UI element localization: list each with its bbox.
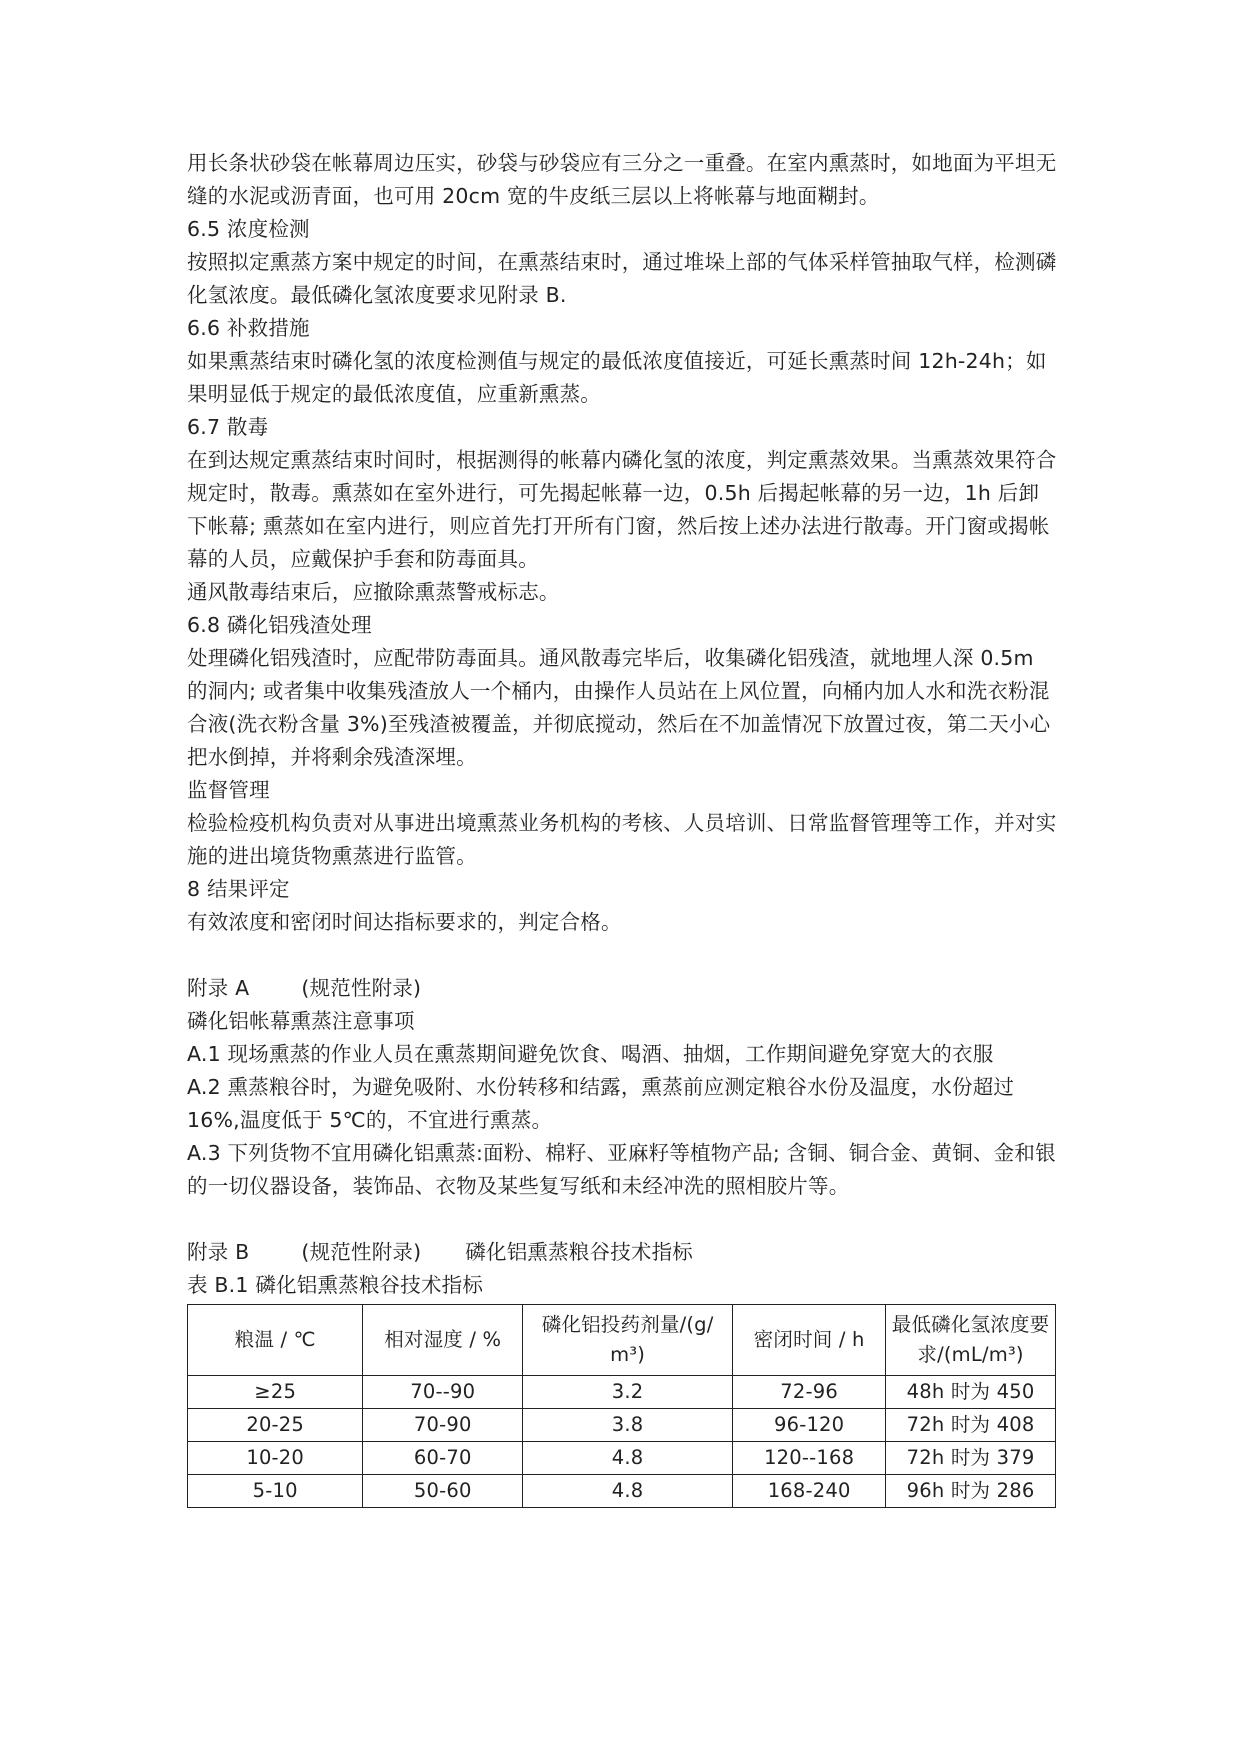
table-cell: 3.8 <box>523 1409 733 1442</box>
table-cell: 72h 时为 408 <box>886 1409 1056 1442</box>
table-cell: 120--168 <box>733 1442 886 1475</box>
header-grain-temp: 粮温 / ℃ <box>188 1305 363 1376</box>
spacer <box>187 939 1057 972</box>
annex-a-type: (规范性附录) <box>301 976 422 1000</box>
table-row <box>188 1409 1056 1442</box>
table-cell: 48h 时为 450 <box>886 1376 1056 1409</box>
table-cell: 4.8 <box>523 1442 733 1475</box>
table-header-row <box>188 1305 1056 1376</box>
table-cell: 4.8 <box>523 1475 733 1508</box>
heading-6-5: 6.5 浓度检测 <box>187 217 310 241</box>
annex-a-heading <box>187 972 1057 1005</box>
table-cell: 50-60 <box>363 1475 523 1508</box>
paragraph-supervision: 检验检疫机构负责对从事进出境熏蒸业务机构的考核、人员培训、日常监督管理等工作，并对实施的进出境货物熏蒸进行监管。 <box>187 811 1057 868</box>
table-cell: ≥25 <box>188 1376 363 1409</box>
header-dosage: 磷化铝投药剂量/(g/ m³) <box>523 1305 733 1376</box>
heading-6-8: 6.8 磷化铝残渣处理 <box>187 613 372 637</box>
annex-a-label: 附录 A <box>187 976 250 1000</box>
table-cell: 20-25 <box>188 1409 363 1442</box>
table-cell: 96-120 <box>733 1409 886 1442</box>
paragraph-ventilation: 在到达规定熏蒸结束时间时，根据测得的帐幕内磷化氢的浓度，判定熏蒸效果。当熏蒸效果符合规定时，散毒。熏蒸如在室外进行，可先揭起帐幕一边，0.5h 后揭起帐幕的另一边，1h 后卸下帐幕; 熏蒸如在室内进行，则应首先打开所有门窗，然后按上述办法进行散毒。开门窗或揭帐幕的人员，应戴保护手套和防毒面具。 <box>187 448 1057 571</box>
table-cell: 60-70 <box>363 1442 523 1475</box>
annex-a-title: 磷化铝帐幕熏蒸注意事项 <box>187 1009 415 1033</box>
document-page <box>187 147 1057 1508</box>
table-cell: 70-90 <box>363 1409 523 1442</box>
heading-supervision: 监督管理 <box>187 778 270 802</box>
table-cell: 5-10 <box>188 1475 363 1508</box>
table-cell: 10-20 <box>188 1442 363 1475</box>
header-min-concentration: 最低磷化氢浓度要求/(mL/m³) <box>886 1305 1056 1376</box>
annex-b-label: 附录 B <box>187 1240 250 1264</box>
annex-b-heading <box>187 1236 1057 1269</box>
annex-a-item-2: A.2 熏蒸粮谷时，为避免吸附、水份转移和结露，熏蒸前应测定粮谷水份及温度，水份超过 16%,温度低于 5℃的，不宜进行熏蒸。 <box>187 1075 1015 1132</box>
table-caption: 表 B.1 磷化铝熏蒸粮谷技术指标 <box>187 1273 484 1297</box>
annex-b-title: 磷化铝熏蒸粮谷技术指标 <box>465 1240 693 1264</box>
heading-6-6: 6.6 补救措施 <box>187 316 310 340</box>
paragraph-residue-disposal: 处理磷化铝残渣时，应配带防毒面具。通风散毒完毕后，收集磷化铝残渣，就地埋人深 0.5m 的洞内; 或者集中收集残渣放人一个桶内，由操作人员站在上风位置，向桶内加人水和洗衣粉混合液(洗衣粉含量 3%)至残渣被覆盖，并彻底搅动，然后在不加盖情况下放置过夜，第二天小心把水倒掉，并将剩余残渣深埋。 <box>187 646 1051 769</box>
annex-a-item-1: A.1 现场熏蒸的作业人员在熏蒸期间避免饮食、喝酒、抽烟，工作期间避免穿宽大的衣服 <box>187 1042 994 1066</box>
table-cell: 70--90 <box>363 1376 523 1409</box>
table-cell: 72-96 <box>733 1376 886 1409</box>
spec-table <box>187 1304 1056 1508</box>
annex-b-type: (规范性附录) <box>301 1240 422 1264</box>
paragraph-sandbag-sealing: 用长条状砂袋在帐幕周边压实，砂袋与砂袋应有三分之一重叠。在室内熏蒸时，如地面为平坦无缝的水泥或沥青面，也可用 20cm 宽的牛皮纸三层以上将帐幕与地面糊封。 <box>187 151 1057 208</box>
table-cell: 3.2 <box>523 1376 733 1409</box>
header-humidity: 相对湿度 / % <box>363 1305 523 1376</box>
paragraph-remedial-measures: 如果熏蒸结束时磷化氢的浓度检测值与规定的最低浓度值接近，可延长熏蒸时间 12h-24h；如果明显低于规定的最低浓度值，应重新熏蒸。 <box>187 349 1047 406</box>
heading-6-7: 6.7 散毒 <box>187 415 269 439</box>
paragraph-concentration-detection: 按照拟定熏蒸方案中规定的时间，在熏蒸结束时，通过堆垛上部的气体采样管抽取气样，检测磷化氢浓度。最低磷化氢浓度要求见附录 B. <box>187 250 1057 307</box>
table-row <box>188 1376 1056 1409</box>
table-cell: 72h 时为 379 <box>886 1442 1056 1475</box>
table-row <box>188 1475 1056 1508</box>
table-row <box>188 1442 1056 1475</box>
annex-a-item-3: A.3 下列货物不宜用磷化铝熏蒸:面粉、棉籽、亚麻籽等植物产品; 含铜、铜合金、黄铜、金和银的一切仪器设备，装饰品、衣物及某些复写纸和未经冲洗的照相胶片等。 <box>187 1141 1056 1198</box>
header-seal-time: 密闭时间 / h <box>733 1305 886 1376</box>
spacer <box>187 1203 1057 1236</box>
paragraph-remove-warning-signs: 通风散毒结束后，应撤除熏蒸警戒标志。 <box>187 580 560 604</box>
table-cell: 96h 时为 286 <box>886 1475 1056 1508</box>
paragraph-result: 有效浓度和密闭时间达指标要求的，判定合格。 <box>187 910 622 934</box>
heading-8-result: 8 结果评定 <box>187 877 290 901</box>
table-cell: 168-240 <box>733 1475 886 1508</box>
